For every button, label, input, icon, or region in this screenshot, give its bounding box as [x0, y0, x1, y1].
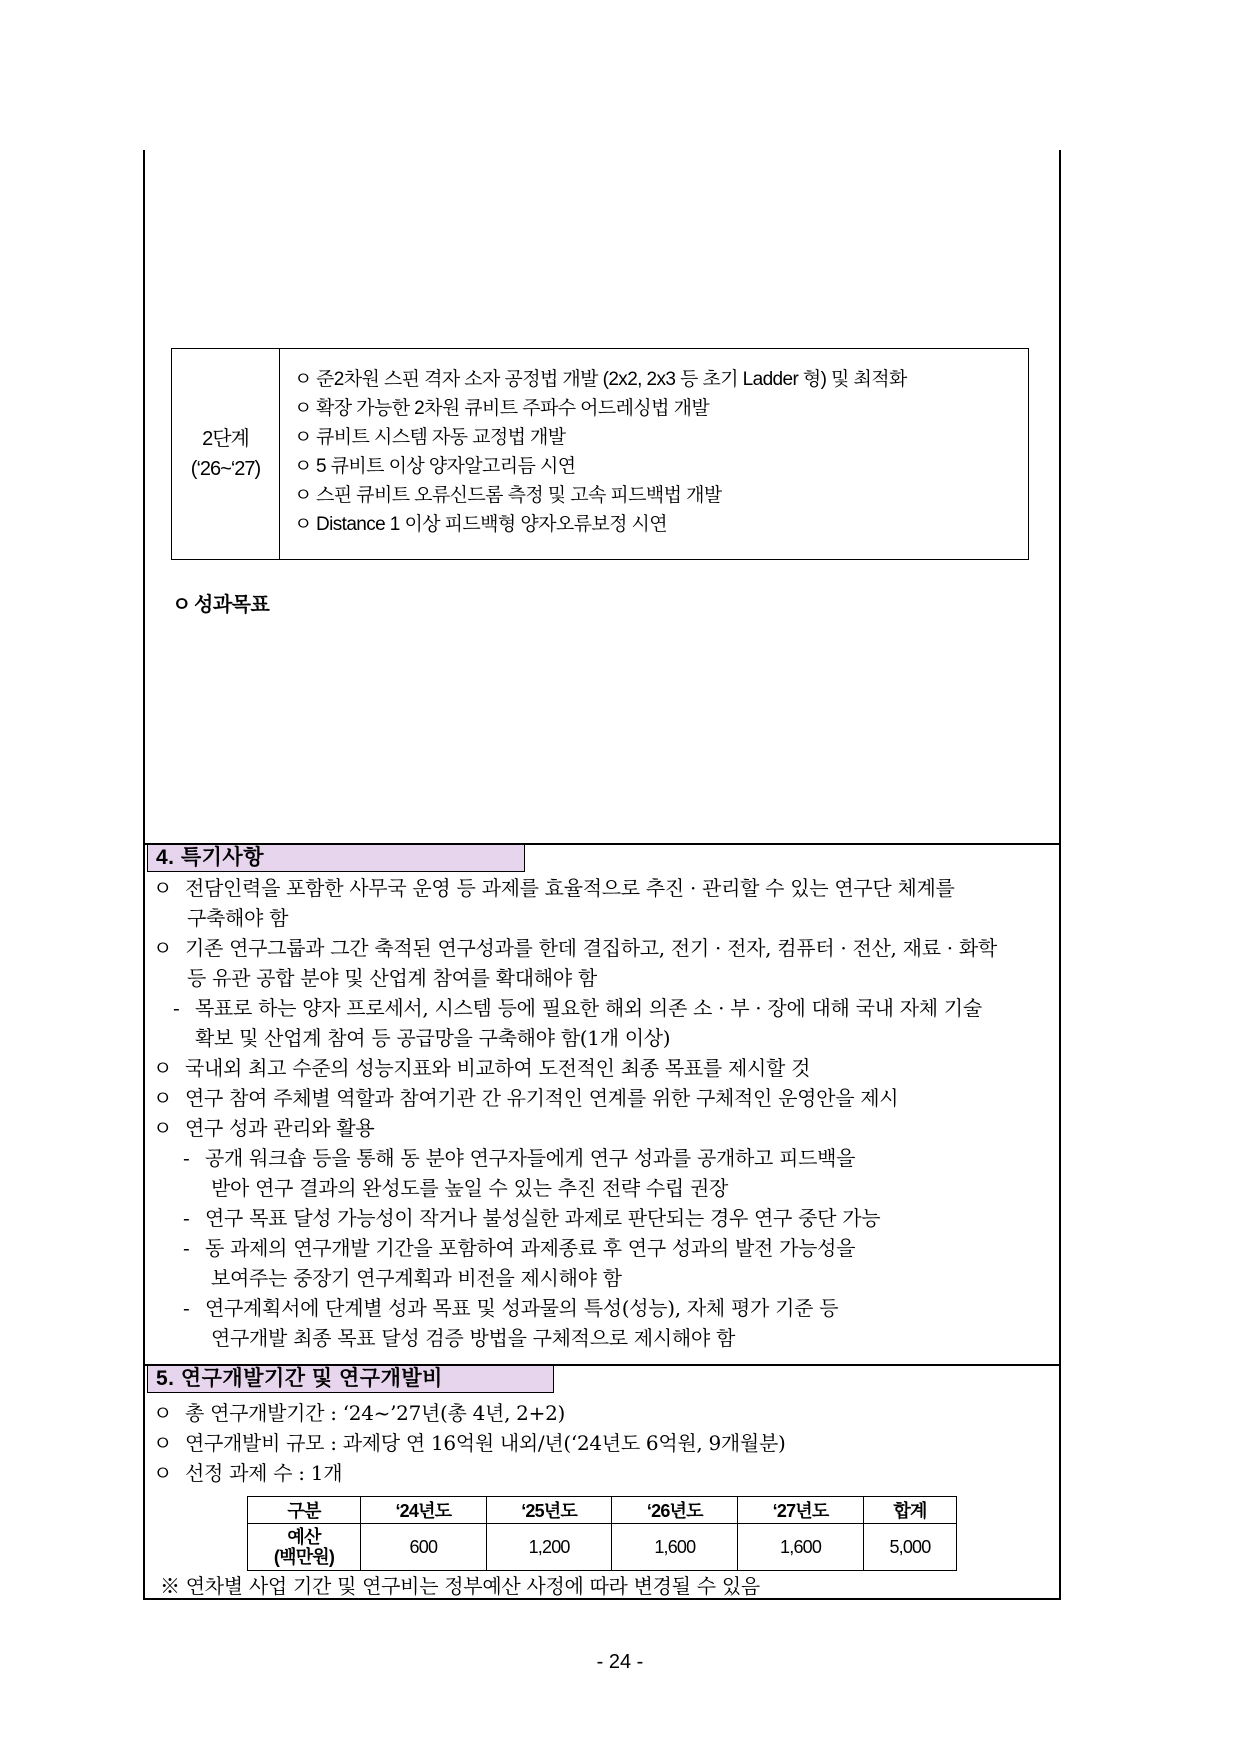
budget-cell: 600: [361, 1524, 487, 1571]
section4-body: [153, 873, 1053, 1353]
stage-item: ㅇ 준2차원 스핀 격자 소자 공정법 개발 (2x2, 2x3 등 초기 Ladder 형) 및 최적화: [294, 369, 907, 390]
section4-line: ㅇ 연구 참여 주체별 역할과 참여기관 간 유기적인 연계를 위한 구체적인 운영안을 제시: [153, 1086, 899, 1110]
period-line: ㅇ 총 연구개발기간 : ‘24~’27년(총 4년, 2+2): [153, 1401, 565, 1425]
section5-title: 5. 연구개발기간 및 연구개발비: [147, 1365, 554, 1393]
budget-cell: 1,600: [612, 1524, 738, 1571]
stage-item: ㅇ 확장 가능한 2차원 큐비트 주파수 어드레싱법 개발: [294, 398, 710, 419]
budget-header: 합계: [863, 1497, 956, 1524]
budget-cell: 1,200: [486, 1524, 612, 1571]
budget-scale-line: ㅇ 연구개발비 규모 : 과제당 연 16억원 내외/년(‘24년도 6억원, 9개월분): [153, 1431, 786, 1455]
section4-line: - 연구계획서에 단계별 성과 목표 및 성과물의 특성(성능), 자체 평가 기준 등: [183, 1296, 839, 1320]
section4-line: - 동 과제의 연구개발 기간을 포함하여 과제종료 후 연구 성과의 발전 가능성을: [183, 1236, 856, 1260]
page-number: - 24 -: [596, 1651, 644, 1673]
stage-item: ㅇ 5 큐비트 이상 양자알고리듬 시연: [294, 456, 576, 477]
budget-header: ‘26년도: [612, 1497, 738, 1524]
stage-items: [280, 349, 907, 559]
selection-count-line: ㅇ 선정 과제 수 : 1개: [153, 1461, 343, 1485]
section4-line: 보여주는 중장기 연구계획과 비전을 제시해야 함: [211, 1266, 622, 1290]
stage-label: 2단계: [202, 428, 249, 450]
section4-line: ㅇ 기존 연구그룹과 그간 축적된 연구성과를 한데 결집하고, 전기 · 전자, 컴퓨터 · 전산, 재료 · 화학: [153, 936, 997, 960]
budget-header-row: [248, 1497, 957, 1524]
section4-line: 받아 연구 결과의 완성도를 높일 수 있는 추진 전략 수립 권장: [211, 1176, 729, 1200]
budget-cell: 1,600: [738, 1524, 864, 1571]
budget-header: ‘27년도: [738, 1497, 864, 1524]
section4-title: 4. 특기사항: [147, 844, 525, 872]
section4-line: ㅇ 연구 성과 관리와 활용: [153, 1116, 375, 1140]
budget-table: [247, 1496, 957, 1571]
budget-header: ‘25년도: [486, 1497, 612, 1524]
budget-row-label: 예산 (백만원): [248, 1524, 361, 1571]
stage-item: ㅇ 스핀 큐비트 오류신드롬 측정 및 고속 피드백법 개발: [294, 485, 722, 506]
stage-period: (‘26~‘27): [190, 458, 261, 480]
section4-line: 구축해야 함: [187, 906, 289, 930]
budget-header: ‘24년도: [361, 1497, 487, 1524]
budget-note: ※ 연차별 사업 기간 및 연구비는 정부예산 사정에 따라 변경될 수 있음: [160, 1574, 760, 1598]
section4-line: ㅇ 전담인력을 포함한 사무국 운영 등 과제를 효율적으로 추진 · 관리할 수 있는 연구단 체계를: [153, 876, 955, 900]
budget-header: 구분: [248, 1497, 361, 1524]
stage-item: ㅇ Distance 1 이상 피드백형 양자오류보정 시연: [294, 514, 668, 535]
section4-line: 등 유관 공합 분야 및 산업계 참여를 확대해야 함: [187, 966, 597, 990]
performance-goal-heading: ㅇ 성과목표: [172, 594, 270, 616]
section4-line: - 연구 목표 달성 가능성이 작거나 불성실한 과제로 판단되는 경우 연구 중단 가능: [183, 1206, 881, 1230]
stage-table: [171, 348, 1029, 560]
section5-body: [153, 1398, 1053, 1488]
section4-line: ㅇ 국내외 최고 수준의 성능지표와 비교하여 도전적인 최종 목표를 제시할 것: [153, 1056, 811, 1080]
budget-value-row: [248, 1524, 957, 1571]
section4-line: 확보 및 산업계 참여 등 공급망을 구축해야 함(1개 이상): [195, 1026, 671, 1050]
section4-line: - 공개 워크숍 등을 통해 동 분야 연구자들에게 연구 성과를 공개하고 피드백을: [183, 1146, 856, 1170]
section4-line: 연구개발 최종 목표 달성 검증 방법을 구체적으로 제시해야 함: [211, 1326, 735, 1350]
stage-item: ㅇ 큐비트 시스템 자동 교정법 개발: [294, 427, 566, 448]
stage-label-cell: [172, 349, 280, 559]
section4-line: - 목표로 하는 양자 프로세서, 시스템 등에 필요한 해외 의존 소 · 부 · 장에 대해 국내 자체 기술: [173, 996, 982, 1020]
budget-cell: 5,000: [863, 1524, 956, 1571]
